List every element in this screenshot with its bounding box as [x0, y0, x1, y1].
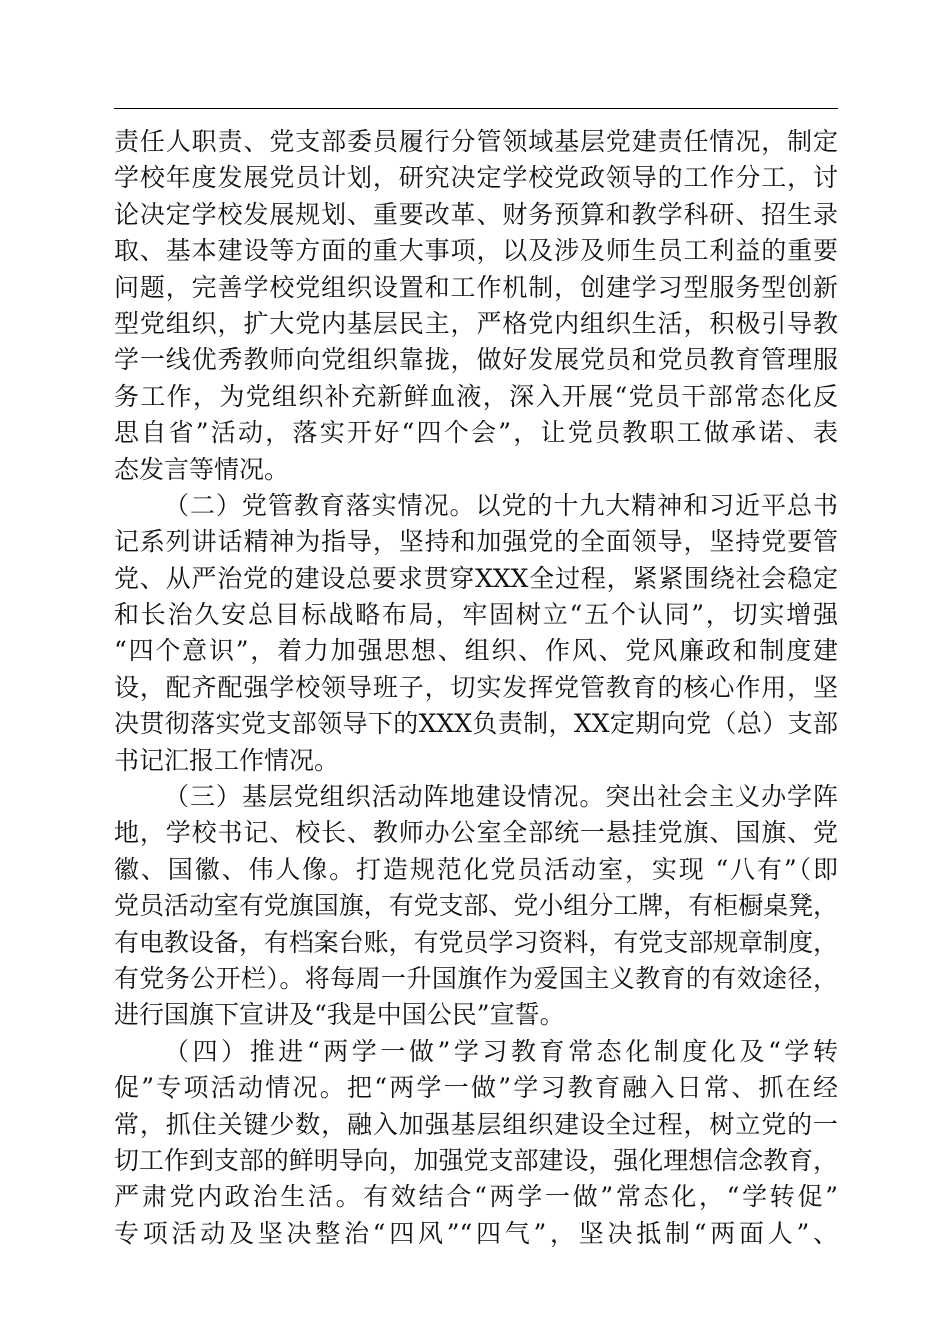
text-line: 责任人职责、党支部委员履行分管领域基层党建责任情况，制定 [114, 127, 838, 156]
text-line: 学一线优秀教师向党组织靠拢，做好发展党员和党员教育管理服 [114, 345, 838, 375]
text-line: 促”专项活动情况。把“两学一做”学习教育融入日常、抓在经 [114, 1073, 838, 1103]
text-line: 和长治久安总目标战略布局，牢固树立“五个认同”，切实增强 [114, 600, 838, 630]
text-line: 态发言等情况。 [114, 454, 290, 484]
header-rule [114, 108, 838, 109]
text-line: （四）推进“两学一做”学习教育常态化制度化及“学转 [164, 1036, 838, 1066]
paragraph [114, 779, 838, 1034]
text-line: 进行国旗下宣讲及“我是中国公民”宣誓。 [114, 1000, 565, 1030]
text-line: 有电教设备，有档案台账，有党员学习资料，有党支部规章制度， [114, 927, 838, 957]
paragraph [114, 124, 838, 488]
text-line: 切工作到支部的鲜明导向，加强党支部建设，强化理想信念教育， [114, 1145, 838, 1175]
text-line: 徽、国徽、伟人像。打造规范化党员活动室，实现 “八有”（即 [114, 854, 838, 884]
text-line: 严肃党内政治生活。有效结合“两学一做”常态化，“学转促” [114, 1182, 838, 1212]
text-line: （三）基层党组织活动阵地建设情况。突出社会主义办学阵 [164, 782, 838, 812]
text-line: 专项活动及坚决整治“四风”“四气”，坚决抵制“两面人”、 [114, 1218, 838, 1248]
text-line: “四个意识”，着力加强思想、组织、作风、党风廉政和制度建 [114, 636, 838, 666]
text-line: 地，学校书记、校长、教师办公室全部统一悬挂党旗、国旗、党 [114, 818, 838, 848]
text-line: （二）党管教育落实情况。以党的十九大精神和习近平总书 [164, 490, 838, 520]
text-line: 问题，完善学校党组织设置和工作机制，创建学习型服务型创新 [114, 272, 838, 302]
text-line: 务工作，为党组织补充新鲜血液，深入开展“党员干部常态化反 [114, 381, 838, 411]
text-line: 党、从严治党的建设总要求贯穿XXX全过程，紧紧围绕社会稳定 [114, 563, 838, 593]
text-line: 决贯彻落实党支部领导下的XXX负责制，XX定期向党（总）支部 [114, 709, 838, 739]
text-line: 党员活动室有党旗国旗，有党支部、党小组分工牌，有柜橱桌凳， [114, 891, 838, 921]
text-line: 论决定学校发展规划、重要改革、财务预算和教学科研、招生录 [114, 199, 838, 229]
text-line: 常，抓住关键少数，融入加强基层组织建设全过程，树立党的一 [114, 1109, 838, 1139]
text-line: 型党组织，扩大党内基层民主，严格党内组织生活，积极引导教 [114, 308, 838, 338]
text-line: 取、基本建设等方面的重大事项，以及涉及师生员工利益的重要 [114, 236, 838, 266]
body-text [114, 124, 838, 1248]
text-line: 思自省”活动，落实开好“四个会”，让党员教职工做承诺、表 [114, 418, 838, 448]
text-line: 有党务公开栏）。将每周一升国旗作为爱国主义教育的有效途径， [114, 963, 838, 993]
text-line: 记系列讲话精神为指导，坚持和加强党的全面领导，坚持党要管 [114, 527, 838, 557]
text-line: 学校年度发展党员计划，研究决定学校党政领导的工作分工，讨 [114, 163, 838, 193]
text-line: 书记汇报工作情况。 [114, 745, 340, 775]
paragraph [114, 1034, 838, 1252]
text-line: 设，配齐配强学校领导班子，切实发挥党管教育的核心作用，坚 [114, 672, 838, 702]
paragraph [114, 488, 838, 779]
